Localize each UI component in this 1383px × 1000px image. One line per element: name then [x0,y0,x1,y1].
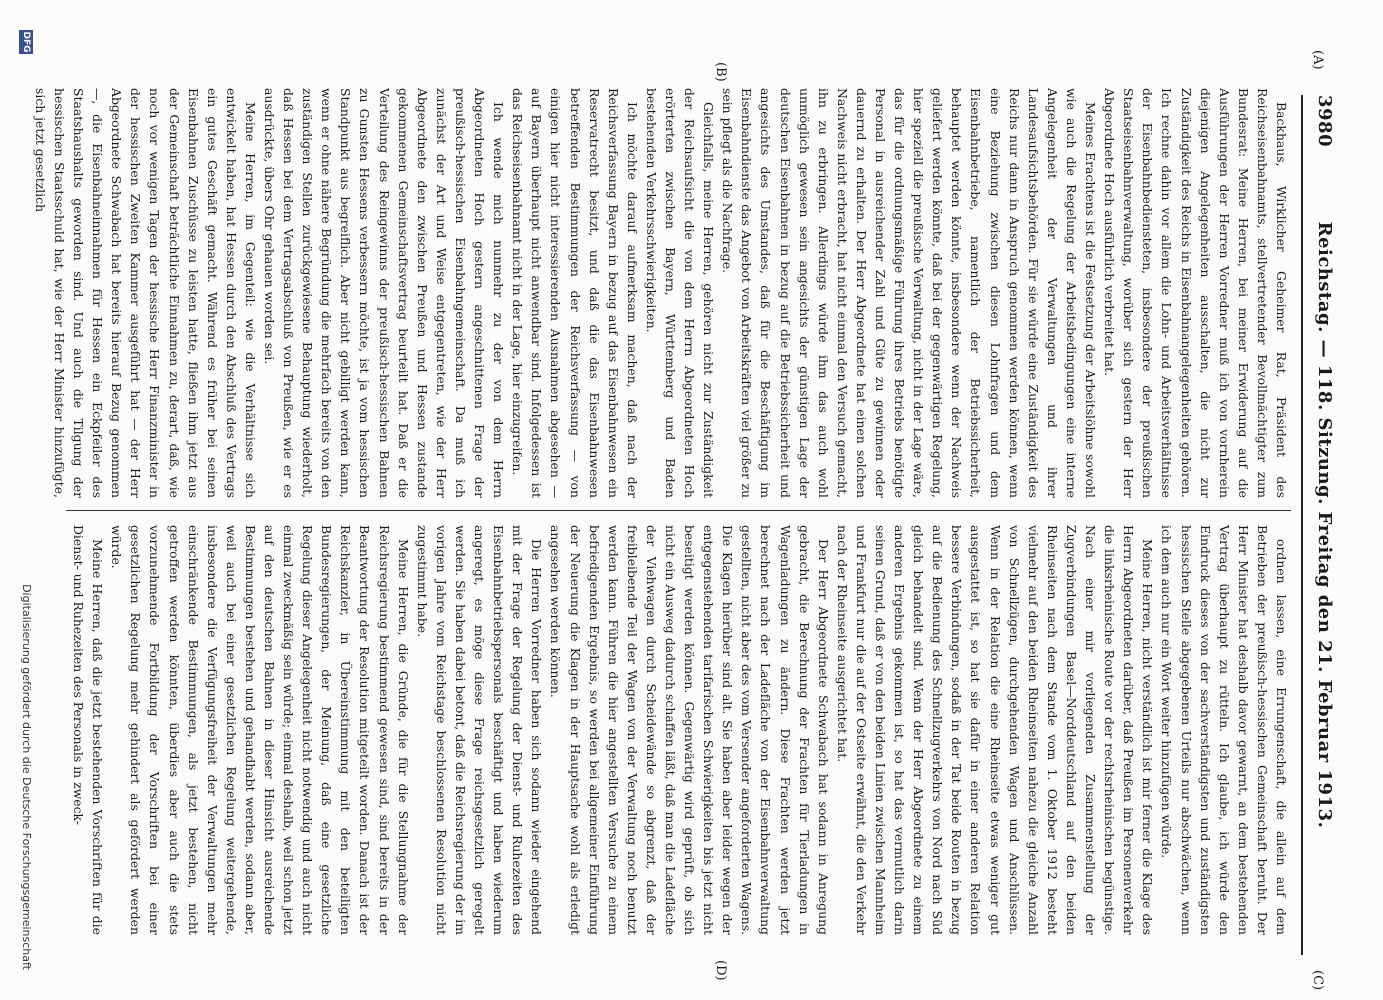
margin-marker-c: (C) [1310,970,1325,991]
paragraph: Ich wende mich nunmehr zu der von dem Herrn Abgeordneten Hoch gestern angeschnittenen Frage der preußisch-hessischen Eisenbahngemeinschaft. Da muß ich zunächst der Art und Weise entgegentreten, wie der Herr Abgeordnete den zwischen Preußen und Hessen zustande gekommenen Gemeinschaftsvertrag beurteilt hat. Daß er die Verteilung des Reingewinns der preußisch-hessischen Bahnen zu Gunsten Hessens verbessern möchte, ist ja vom hessischen Standpunkt aus begreiflich. Aber nicht gebilligt werden kann, wenn er ohne nähere Begründung die mehrfach bereits von den zuständigen Stellen zurückgewiesene Behauptung wiederholt, daß Hessen bei dem Vertragsabschluß von Preußen, wie er es ausdrückte, übers Ohr gehauen worden sei. [262,88,507,498]
margin-marker-b: (B) [713,62,728,82]
paragraph: Die Herren Vorredner haben sich sodann wieder eingehend mit der Frage der Regelung der Dienst- und Ruhezeiten des Eisenbahnbetriebspersonals beschäftigt und haben wiederum angeregt, es möge diese Frage reichsgesetzlich geregelt werden. Sie haben dabei betont, daß die Reichsregierung der im vorigen Jahre vom Reichstage beschlossenen Resolution nicht zugestimmt habe. [414,525,545,935]
paragraph: ordnen lassen, eine Errungenschaft, die allein auf dem Betrieben der preußisch-hessischen Gemeinschaft beruht. Der Herr Minister hat deshalb davor gewarnt, an dem bestehenden Vertrag überhaupt zu rütteln. Ich glaube, ich würde den Eindruck dieses von der sachverständigsten und zuständigsten hessischen Stelle abgegebenen Urteils nur abschwächen, wenn ich dem auch nur ein Wort weiter hinzufügen würde. [1159,525,1289,935]
digitization-credit: Digitalisierung gefördert durch die Deutsche Forschungsgemeinschaft [20,584,33,970]
paragraph: Meine Herren, die Gründe, die für die Stellungnahme der Reichsregierung bestimmend gewesen sind, sind bereits in der Beantwortung der Resolution mitgeteilt worden. Danach ist der Reichskanzler, in Übereinstimmung mit den beteiligten Bundesregierungen, der Meinung, daß eine gesetzliche Regelung dieser Angelegenheit nicht notwendig und auch nicht einmal zweckmäßig sein würde; einmal deshalb, weil schon jetzt auf den deutschen Bahnen in dieser Hinsicht ausreichende Bestimmungen bestehen und gehandhabt werden, sodann aber, weil auch bei einer gesetzlichen Regelung weitergehende, insbesondere die Verfügungsfreiheit der Verwaltungen mehr einschränkende Bestimmungen, als jetzt bestehen, nicht getroffen werden könnten, überdies aber auch die stets vorzunehmende Fortbildung der Vorschriften bei einer gesetzlichen Regelung mehr gehindert als gefördert werden würde. [109,525,411,935]
paragraph: Backhaus, Wirklicher Geheimer Rat, Präsident des Reichseisenbahnamts, stellvertretender Bevollmächtigter zum Bundesrat: Meine Herren, bei meiner Erwiderung auf die Ausführungen der Herren Vorredner muß ich von vornherein diejenigen Angelegenheiten ausschalten, die nicht zur Zuständigkeit des Reichs in Eisenbahnangelegenheiten gehören. Ich rechne dahin vor allem die Lohn- und Arbeitsverhältnisse der Eisenbahnbediensteten, insbesondere der preußischen Staatseisenbahnverwaltung, worüber sich gestern der Herr Abgeordnete Hoch ausführlich verbreitet hat. [1102,88,1289,498]
page-header [1301,95,1343,955]
page-title: Reichstag. — 118. Sitzung. Freitag den 21. Februar 1913. [1314,221,1335,829]
paragraph: Meine Herren, im Gegenteil: wie die Verhältnisse sich entwickelt haben, hat Hessen durch den Abschluß des Vertrags ein gutes Geschäft gemacht. Während es früher bei seinen Eisenbahnen Zuschüsse zu leisten hatte, fließen ihm jetzt aus der Gemeinschaft beträchtliche Einnahmen zu, derart, daß, wie noch vor wenigen Tagen der hessische Herr Finanzminister in der hessischen Zweiten Kammer ausgeführt hat — der Herr Abgeordnete Schwabach hat bereits hierauf Bezug genommen —, die Eisenbahneinnahmen für Hessen ein Eckpfeiler des Staatshaushalts geworden sind. Und auch die Tilgung der hessischen Staatsschuld hat, wie der Herr Minister hinzufügte, sich jetzt gesetzlich [32,88,258,498]
column-divider [66,510,1291,511]
paragraph: Der Herr Abgeordnete Schwabach hat sodann in Anregung gebracht, die Berechnung der Frachten für Tierladungen in Wagenladungen zu ändern. Diese Frachten werden jetzt berechnet nach der Ladefläche von der Eisenbahnverwaltung gestellten, nicht aber des vom Versender angeforderten Wagens. Die Klagen hierüber sind alt. Sie haben aber leider wegen der entgegenstehenden tarifarischen Schwierigkeiten bis jetzt nicht beseitigt werden können. Gegenwärtig wird geprüft, ob sich nicht ein Ausweg dadurch schaffen läßt, daß man die Ladefläche der Viehwagen durch Scheidewände so abgrenzt, daß der freibleibende Teil der Wagen von der Verwaltung noch benutzt werden kann. Führen die hier angestellten Versuche zu einem befriedigenden Ergebnis, so werden bei allgemeiner Einführung der Neuerung die Klagen in der Hauptsache wohl als erledigt angesehen werden können. [548,525,831,935]
paragraph: Meines Erachtens ist die Festsetzung der Arbeitslöhne sowohl wie auch die Regelung der Arbeitsbedingungen eine interne Angelegenheit der Verwaltungen und ihrer Landesaufsichtsbehörden. Für sie würde eine Zuständigkeit des Reichs nur dann in Anspruch genommen werden können, wenn eine Beziehung zwischen diesen Lohnfragen und dem Eisenbahnbetriebe, namentlich der Betriebssicherheit, behauptet werden könnte, insbesondere wenn der Nachweis geliefert werden könnte, daß bei der gegenwärtigen Regelung, hier speziell die preußische Verwaltung, nicht in der Lage wäre, das für die ordnungsmäßige Führung ihres Betriebs benötigte Personal in ausreichender Zahl und Güte zu gewinnen oder dauernd zu erhalten. Der Herr Abgeordnete hat einen solchen Nachweis nicht erbracht, hat nicht einmal den Versuch gemacht, ihn zu erbringen. Allerdings würde ihm das auch wohl unmöglich gewesen sein angesichts der günstigen Lage der deutschen Eisenbahnen in bezug auf die Betriebssicherheit und angesichts des Umstandes, daß für die Beschäftigung im Eisenbahndienste das Angebot von Arbeitskräften viel größer zu sein pflegt als die Nachfrage. [720,88,1099,498]
text-column-right [66,525,1291,935]
dfg-logo: DFG [21,31,31,53]
text-column-left [32,88,1291,498]
margin-marker-a: (A) [1310,50,1325,70]
paragraph: Meine Herren, nicht verständlich ist mir ferner die Klage des Herrn Abgeordneten darüber, daß Preußen im Personenverkehr die linksrheinische Route vor der rechtsrheinischen begünstige. Nach einer mir vorliegenden Zusammenstellung der Zugverbindungen Basel—Norddeutschland auf den beiden Rheinseiten nach dem Stande vom 1. Oktober 1912 besteht vielmehr auf den beiden Rheinseiten nahezu die gleiche Anzahl von Schnellzügen, durchgehenden Wagen und Anschlüssen. Wenn in der Relation die eine Rheinseite etwas weniger gut ausgestattet ist, so hat sie dafür in einer anderen Relation bessere Verbindungen, sodaß in der Tat beide Routen in bezug auf die Bedienung des Schnellzugverkehrs von Nord nach Süd gleich behandelt sind. Wenn der Herr Abgeordnete zu einem anderen Ergebnis gekommen ist, so hat das vermutlich darin seinen Grund, daß er von den beiden Linien zwischen Mannheim und Frankfurt nur die auf der Ostseite erwähnt, die den Verkehr nach der Rheinseite ausgerichtet hat. [834,525,1156,935]
paragraph: Gleichfalls, meine Herren, gehören nicht zur Zuständigkeit der Reichsaufsicht die von dem Herrn Abgeordneten Hoch erörterten zwischen Bayern, Württemberg und Baden bestehenden Verkehrsschwierigkeiten. [643,88,717,498]
margin-marker-d: (D) [713,960,728,981]
paragraph: Ich möchte darauf aufmerksam machen, daß nach der Reichsverfassung Bayern in bezug auf das Eisenbahnwesen ein Reservatrecht besitzt, und daß die das Eisenbahnwesen betreffenden Bestimmungen der Reichsverfassung — von einigen hier nicht interessierenden Ausnahmen abgesehen — auf Bayern überhaupt nicht anwendbar sind. Infolgedessen ist das Reichseisenbahnamt nicht in der Lage, hier einzugreifen. [510,88,640,498]
paragraph: Meine Herren, daß die jetzt bestehenden Vorschriften für die Dienst- und Ruhezeiten des Personals in zweck- [71,525,106,935]
page-number: 3980 [1314,95,1335,148]
